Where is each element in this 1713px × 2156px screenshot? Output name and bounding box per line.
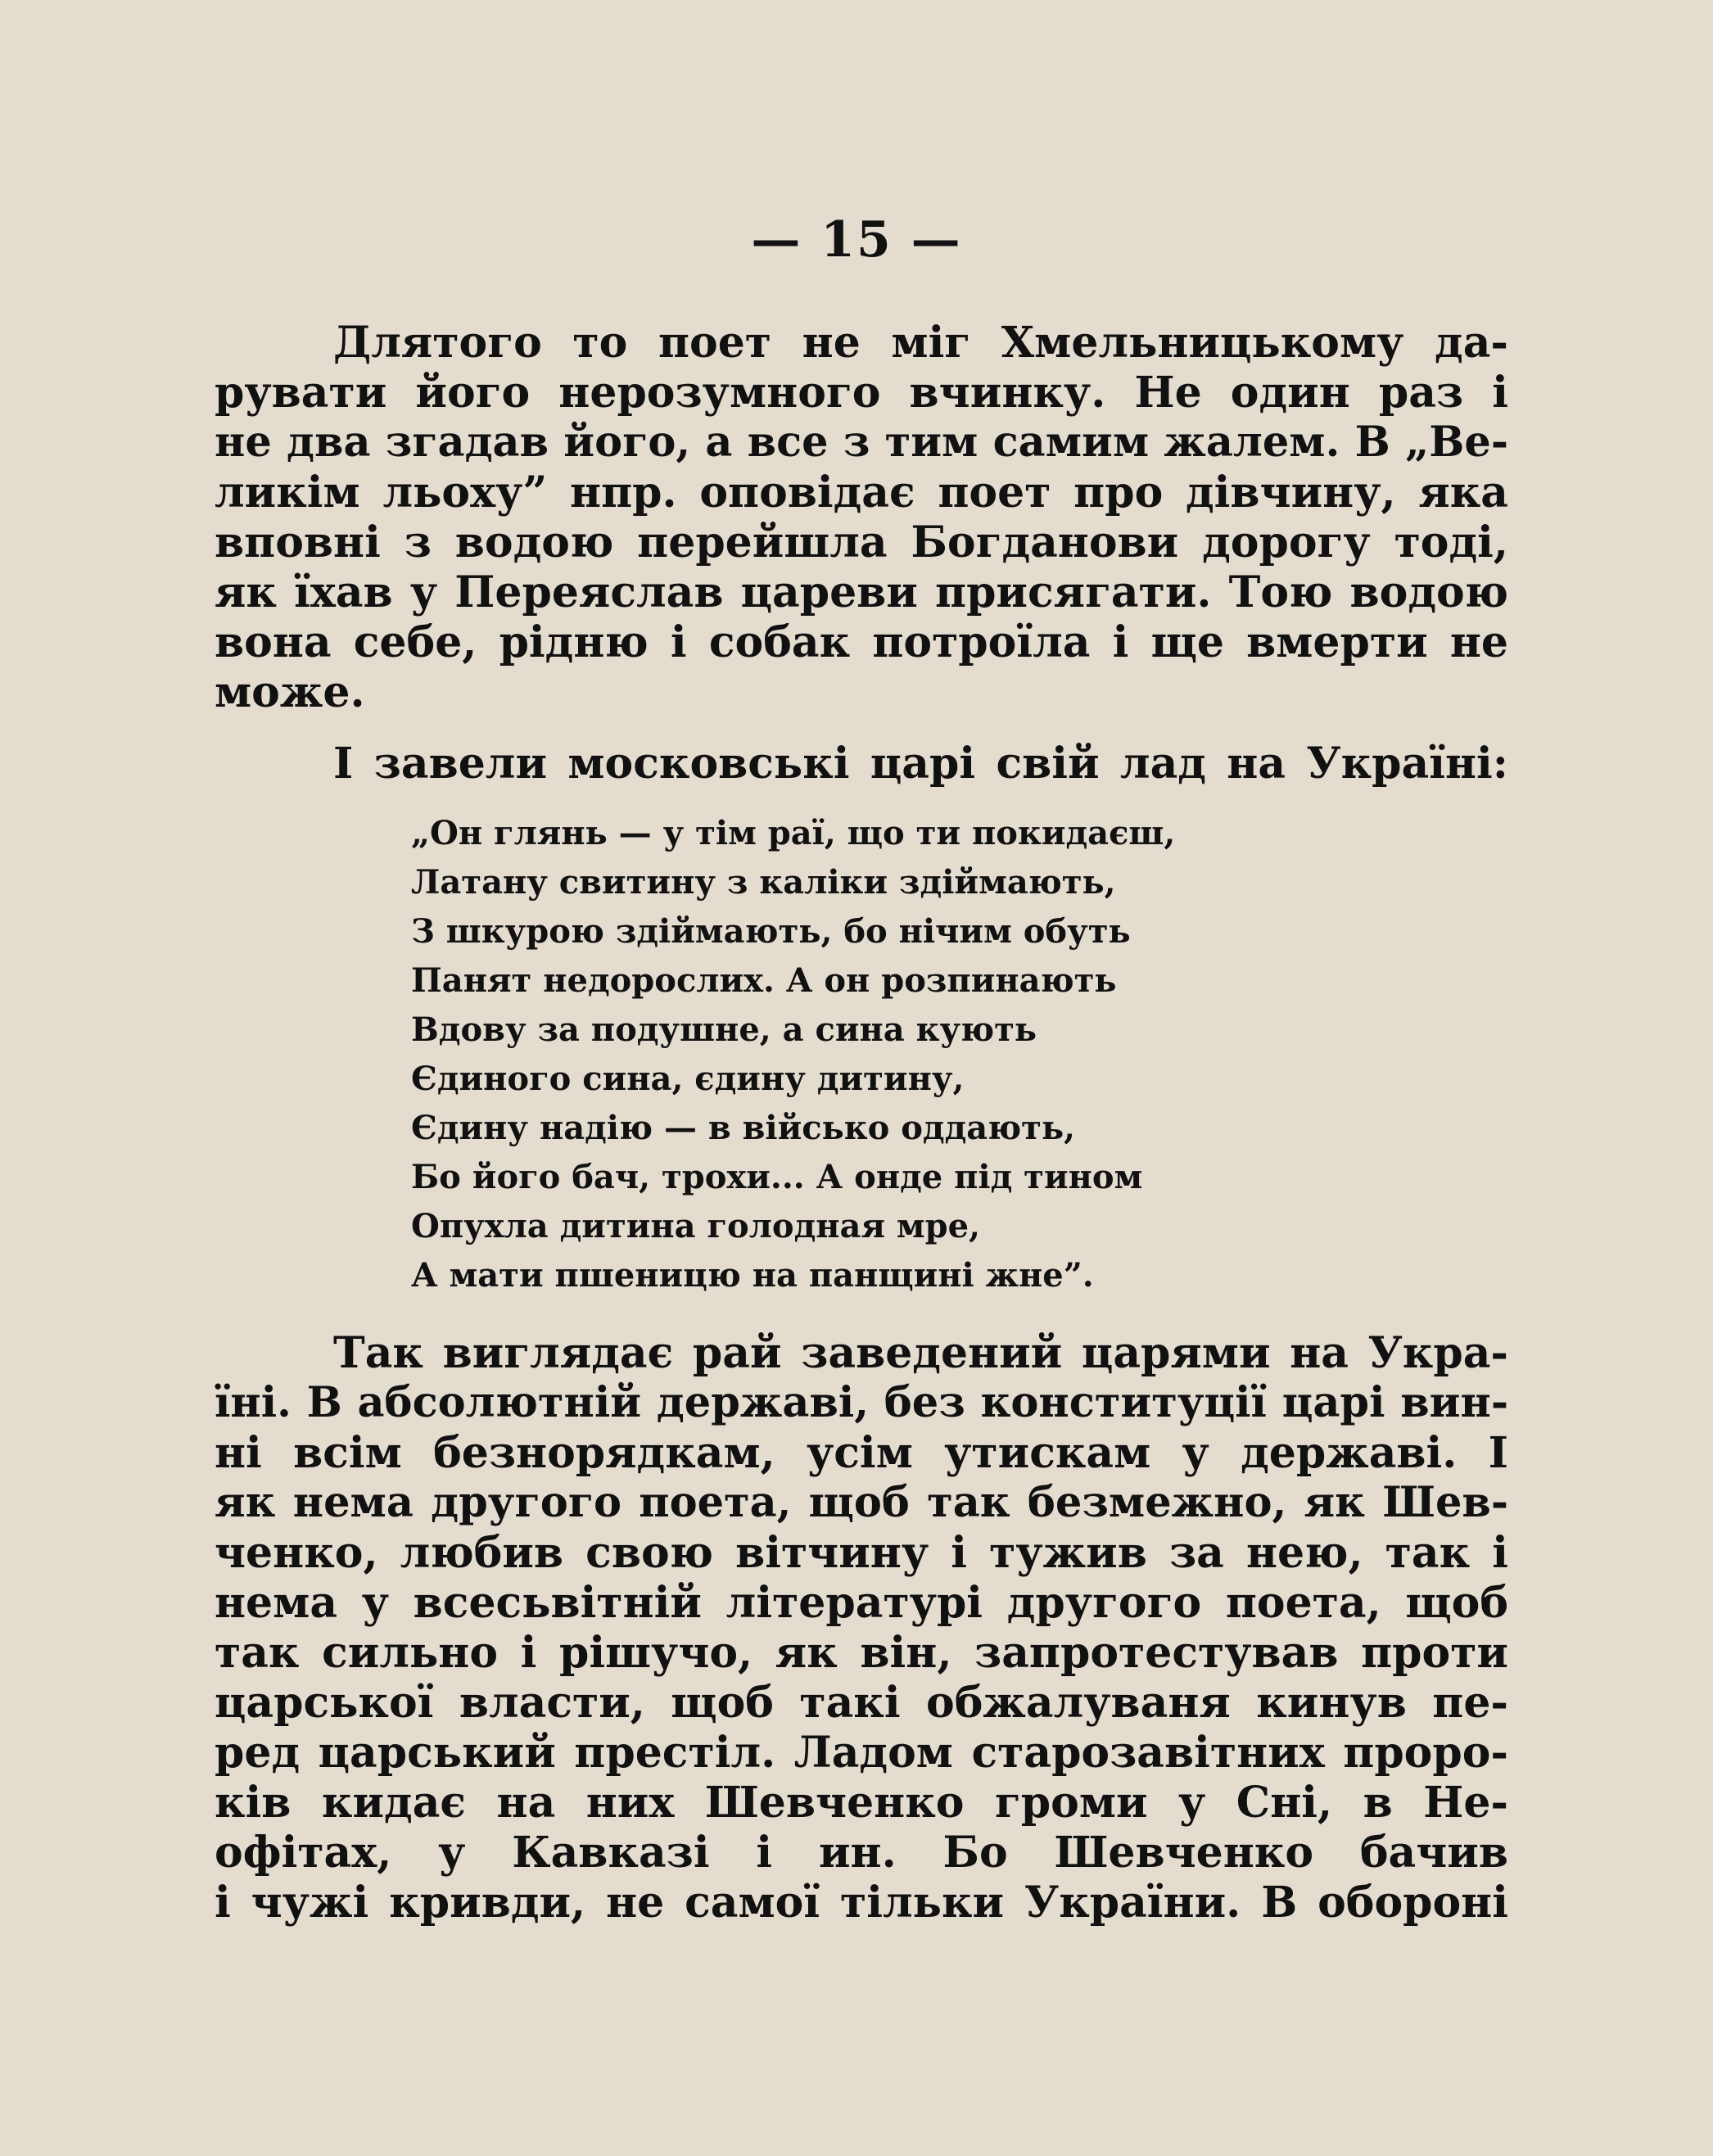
- text-line: нема у всесьвітній літературі другого поета, щоб: [215, 1578, 1508, 1628]
- text-line: ні всім безнорядкам, усім утискам у державі. І: [215, 1428, 1508, 1478]
- text-line: вона себе, рідню і собак потроїла і ще вмерти не: [215, 617, 1508, 667]
- poem-line: Панят недорослих. А он розпинають: [411, 961, 1117, 1000]
- paragraph-2: [215, 739, 1508, 789]
- text-line: їні. В абсолютній державі, без конституції царі вин-: [215, 1378, 1508, 1427]
- text-line: вповні з водою перейшла Богданови дорогу тоді,: [215, 518, 1508, 567]
- text-line: може.: [215, 667, 365, 717]
- text-line: Так виглядає рай заведений царями на Укра-: [333, 1328, 1508, 1378]
- text-line: як нема другого поета, щоб так безмежно, як Шев-: [215, 1478, 1508, 1527]
- text-line: і чужі кривди, не самої тільки України. В обороні: [215, 1878, 1508, 1928]
- poem-line: З шкурою здіймають, бо нічим обуть: [411, 912, 1131, 951]
- text-line: ченко, любив свою вітчину і тужив за нею, так і: [215, 1528, 1508, 1578]
- paragraph-3: [215, 1328, 1508, 1928]
- text-line: І завели московські царі свій лад на Україні:: [333, 739, 1508, 789]
- poem-line: Вдову за подушне, а сина кують: [411, 1010, 1037, 1049]
- poem-line: А мати пшеницю на панщині жне”.: [411, 1256, 1094, 1295]
- text-line: так сильно і рішучо, як він, запротестував проти: [215, 1628, 1508, 1678]
- text-line: ликім льоху” нпр. оповідає поет про дівчину, яка: [215, 468, 1508, 518]
- poem-line: Єдину надію — в військо оддають,: [411, 1109, 1076, 1147]
- page-number: — 15 —: [751, 211, 962, 269]
- poem-line: „Он глянь — у тім раї, що ти покидаєш,: [411, 814, 1176, 852]
- text-line: рувати його нерозумного вчинку. Не один раз і: [215, 368, 1508, 418]
- text-line: як їхав у Переяслав цареви присягати. Тою водою: [215, 567, 1508, 617]
- text-line: не два згадав його, а все з тим самим жалем. В „Ве-: [215, 418, 1508, 467]
- text-line: царської власти, щоб такі обжалуваня кинув пе-: [215, 1678, 1508, 1728]
- text-line: офітах, у Кавказі і ин. Бо Шевченко бачив: [215, 1828, 1508, 1878]
- paragraph-1: [215, 318, 1508, 717]
- poem-line: Єдиного сина, єдину дитину,: [411, 1060, 965, 1098]
- poem-line: Опухла дитина голодная мре,: [411, 1207, 981, 1245]
- text-line: Длятого то поет не міг Хмельницькому да-: [333, 318, 1508, 368]
- poem-quote: [411, 809, 1175, 1300]
- text-line: ред царський престіл. Ладом старозавітних проро-: [215, 1728, 1508, 1778]
- poem-line: Латану свитину з каліки здіймають,: [411, 863, 1116, 902]
- text-line: ків кидає на них Шевченко громи у Сні, в Не-: [215, 1778, 1508, 1828]
- poem-line: Бо його бач, трохи... А онде під тином: [411, 1158, 1143, 1196]
